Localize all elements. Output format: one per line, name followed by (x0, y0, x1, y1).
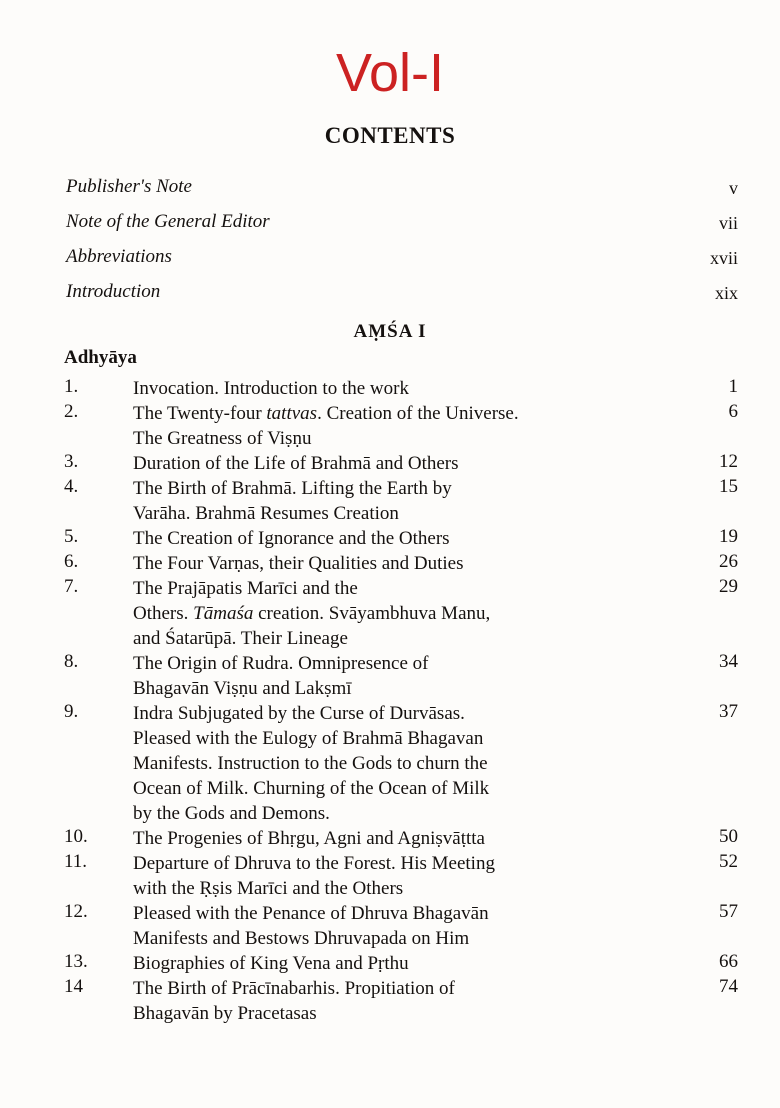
frontmatter-row (66, 176, 738, 211)
chapter-title (133, 901, 652, 951)
frontmatter-label: Publisher's Note (66, 176, 192, 197)
frontmatter-list (66, 176, 738, 316)
chapter-row (64, 551, 738, 576)
chapter-title-text: Manifests and Bestows Dhruvapada on Him (133, 928, 470, 949)
chapter-row (64, 476, 738, 526)
chapter-title (133, 476, 652, 526)
chapter-title-text: Pleased with the Penance of Dhruva Bhagavān (133, 903, 489, 924)
chapter-title (133, 651, 652, 701)
frontmatter-row (66, 246, 738, 281)
chapter-page-number: 66 (719, 951, 738, 972)
chapter-title-text: Biographies of King Vena and Pṛthu (133, 953, 409, 974)
chapter-title (133, 951, 652, 976)
chapter-title (133, 701, 652, 826)
chapter-title-line (133, 401, 652, 426)
chapter-page-number: 74 (719, 976, 738, 997)
chapter-title-italic-term: tattvas (266, 403, 318, 424)
chapter-title (133, 376, 652, 401)
chapter-title-italic-term: Tāmaśa (193, 603, 254, 624)
chapter-title-text: Bhagavān by Pracetasas (133, 1003, 317, 1024)
chapter-title (133, 851, 652, 901)
chapter-row (64, 401, 738, 451)
chapter-row (64, 451, 738, 476)
chapter-number: 3. (64, 451, 79, 472)
chapter-title-text: creation. Svāyambhuva Manu, (253, 603, 491, 624)
chapter-title-line (133, 501, 652, 526)
chapter-row (64, 376, 738, 401)
chapter-row (64, 701, 738, 826)
chapter-page-number: 34 (719, 651, 738, 672)
chapter-title-line (133, 851, 652, 876)
frontmatter-page-number: xix (714, 283, 738, 303)
chapter-title-line (133, 776, 652, 801)
chapter-title-line (133, 551, 652, 576)
chapter-title-line (133, 576, 652, 601)
chapter-title-line (133, 876, 652, 901)
chapter-number: 11. (64, 851, 88, 872)
frontmatter-row (66, 211, 738, 246)
chapter-page-number: 6 (728, 401, 738, 422)
chapter-page-number: 26 (719, 551, 738, 572)
chapter-title-line (133, 526, 652, 551)
frontmatter-row (66, 281, 738, 316)
chapter-list (64, 376, 738, 1026)
chapter-row (64, 526, 738, 551)
chapter-number: 12. (64, 901, 88, 922)
chapter-title-line (133, 901, 652, 926)
chapter-title-text: The Prajāpatis Marīci and the (133, 578, 358, 599)
frontmatter-label: Abbreviations (66, 246, 172, 267)
chapter-page-number: 19 (719, 526, 738, 547)
chapter-title-text: Manifests. Instruction to the Gods to churn the (133, 753, 488, 774)
chapter-row (64, 651, 738, 701)
chapter-title-line (133, 976, 652, 1001)
contents-heading: CONTENTS (324, 123, 456, 148)
chapter-page-number: 29 (719, 576, 738, 597)
amsa-section-heading: AṂŚA I (353, 321, 427, 342)
chapter-title-line (133, 476, 652, 501)
chapter-title-text: The Progenies of Bhṛgu, Agni and Agniṣvāṭtta (133, 828, 485, 849)
chapter-title-line (133, 751, 652, 776)
chapter-title-text: Invocation. Introduction to the work (133, 378, 409, 399)
chapter-title-line (133, 601, 652, 626)
chapter-row (64, 951, 738, 976)
chapter-title-line (133, 651, 652, 676)
chapter-number: 8. (64, 651, 79, 672)
chapter-title-text: The Greatness of Viṣṇu (133, 428, 312, 449)
chapter-title-line (133, 926, 652, 951)
chapter-page-number: 57 (719, 901, 738, 922)
chapter-title (133, 576, 652, 651)
chapter-title-text: Pleased with the Eulogy of Brahmā Bhagavan (133, 728, 484, 749)
chapter-title-line (133, 1001, 652, 1026)
frontmatter-label: Introduction (66, 281, 161, 302)
frontmatter-page-number: xvii (709, 248, 738, 268)
chapter-title-line (133, 376, 652, 401)
frontmatter-label: Note of the General Editor (66, 211, 270, 232)
chapter-title-text: The Four Varṇas, their Qualities and Duties (133, 553, 464, 574)
chapter-number: 6. (64, 551, 79, 572)
chapter-page-number: 50 (719, 826, 738, 847)
chapter-title (133, 976, 652, 1026)
frontmatter-page-number: v (729, 178, 738, 198)
chapter-number: 2. (64, 401, 79, 422)
chapter-title-text: and Śatarūpā. Their Lineage (133, 628, 348, 649)
chapter-page-number: 37 (719, 701, 738, 722)
chapter-title-text: The Birth of Prācīnabarhis. Propitiation of (133, 978, 455, 999)
chapter-title-text: The Creation of Ignorance and the Others (133, 528, 450, 549)
chapter-number: 1. (64, 376, 79, 397)
chapter-title-text: Duration of the Life of Brahmā and Others (133, 453, 459, 474)
chapter-title-text: The Origin of Rudra. Omnipresence of (133, 653, 429, 674)
chapter-number: 5. (64, 526, 79, 547)
chapter-number: 14 (64, 976, 83, 997)
chapter-page-number: 1 (728, 376, 738, 397)
chapter-title-line (133, 726, 652, 751)
chapter-page-number: 52 (719, 851, 738, 872)
chapter-row (64, 826, 738, 851)
chapter-title-text: . Creation of the Universe. (317, 403, 519, 424)
chapter-title-text: Varāha. Brahmā Resumes Creation (133, 503, 399, 524)
chapter-page-number: 15 (719, 476, 738, 497)
chapter-title-line (133, 826, 652, 851)
chapter-title (133, 451, 652, 476)
chapter-title-text: Others. (133, 603, 194, 624)
volume-title: Vol-I (335, 43, 445, 103)
chapter-title (133, 401, 652, 451)
chapter-title (133, 551, 652, 576)
chapter-title-line (133, 626, 652, 651)
chapter-number: 10. (64, 826, 88, 847)
chapter-title-text: The Twenty-four (133, 403, 267, 424)
chapter-row (64, 576, 738, 651)
chapter-title-text: Departure of Dhruva to the Forest. His Meeting (133, 853, 495, 874)
chapter-row (64, 851, 738, 901)
chapter-title-text: with the Ṛṣis Marīci and the Others (133, 878, 404, 899)
chapter-title (133, 526, 652, 551)
adhyaya-column-label: Adhyāya (64, 347, 137, 368)
chapter-title-line (133, 676, 652, 701)
chapter-title-line (133, 451, 652, 476)
chapter-number: 13. (64, 951, 88, 972)
chapter-title-text: Bhagavān Viṣṇu and Lakṣmī (133, 678, 352, 699)
frontmatter-page-number: vii (718, 213, 738, 233)
chapter-title-line (133, 951, 652, 976)
chapter-page-number: 12 (719, 451, 738, 472)
chapter-number: 4. (64, 476, 79, 497)
chapter-row (64, 901, 738, 951)
chapter-title-text: by the Gods and Demons. (133, 803, 330, 824)
chapter-title (133, 826, 652, 851)
chapter-title-text: Indra Subjugated by the Curse of Durvāsas. (133, 703, 465, 724)
chapter-title-line (133, 426, 652, 451)
chapter-row (64, 976, 738, 1026)
chapter-title-line (133, 701, 652, 726)
chapter-title-text: Ocean of Milk. Churning of the Ocean of Milk (133, 778, 490, 799)
chapter-number: 9. (64, 701, 79, 722)
chapter-number: 7. (64, 576, 79, 597)
chapter-title-text: The Birth of Brahmā. Lifting the Earth by (133, 478, 452, 499)
chapter-title-line (133, 801, 652, 826)
